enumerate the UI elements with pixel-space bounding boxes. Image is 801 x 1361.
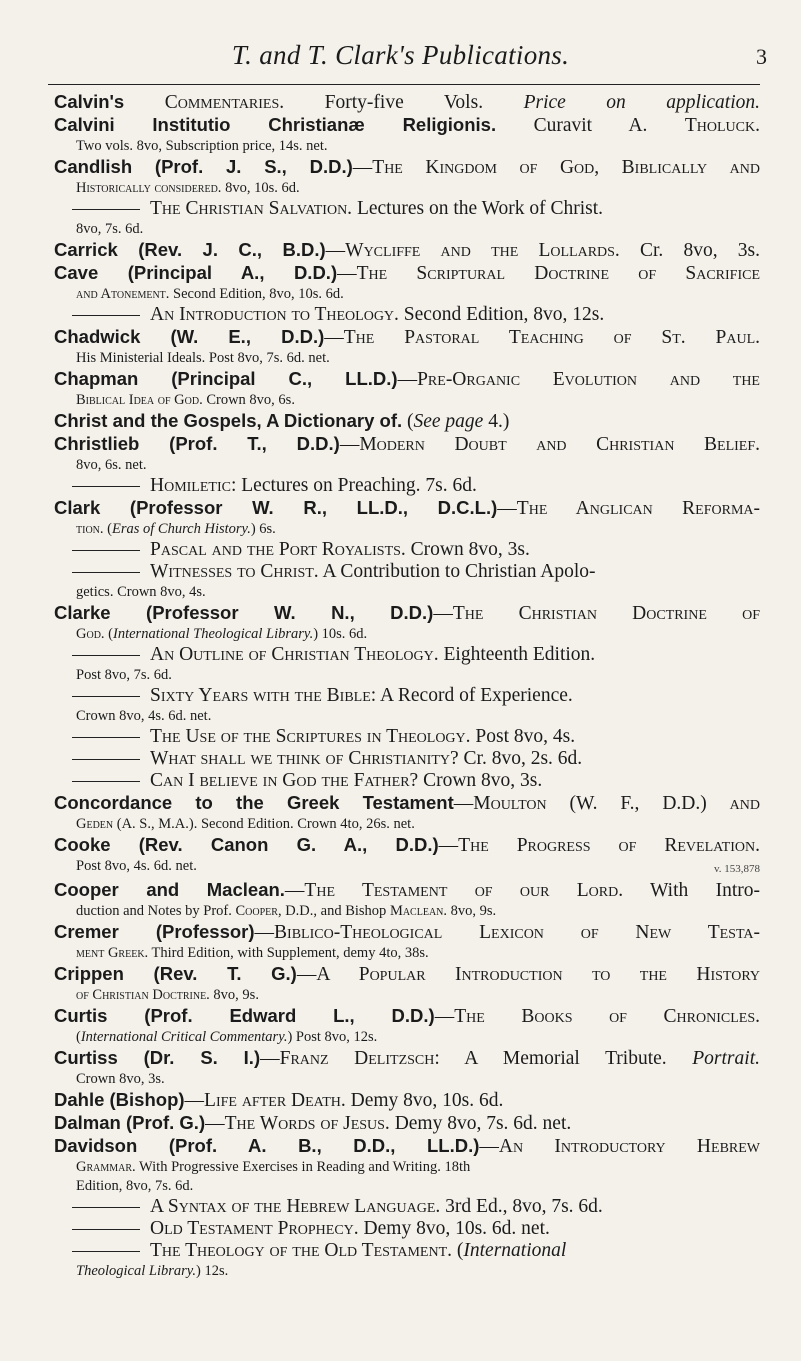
entry-clark-witnesses: Witnesses to Christ. A Contribution to Christian Apolo- getics. Crown 8vo, 4s.	[54, 561, 760, 602]
entry-curtiss: Curtiss (Dr. S. I.)—Franz Delitzsch: A Memorial Tribute. Portrait. Crown 8vo, 3s.	[54, 1047, 760, 1087]
entry-clark-pascal: Pascal and the Port Royalists. Crown 8vo, 3s.	[54, 539, 760, 561]
catalogue-entries	[54, 91, 760, 1281]
entry-clarke-use-of-scriptures: The Use of the Scriptures in Theology. Post 8vo, 4s.	[54, 726, 760, 748]
entry-candlish: Candlish (Prof. J. S., D.D.)—The Kingdom of God, Biblically and Historically considered. 8vo, 10s. 6d.	[54, 156, 760, 196]
entry-davidson: Davidson (Prof. A. B., D.D., LL.D.)—An Introductory Hebrew Grammar. With Progressive Exercises in Reading and Writing. 18th Edition, 8vo, 7s. 6d.	[54, 1135, 760, 1194]
entry-clarke-can-i-believe: Can I believe in God the Father? Crown 8vo, 3s.	[54, 770, 760, 792]
entry-clarke: Clarke (Professor W. N., D.D.)—The Christian Doctrine of God. (International Theological Library.) 10s. 6d.	[54, 602, 760, 642]
entry-davidson-syntax: A Syntax of the Hebrew Language. 3rd Ed., 8vo, 7s. 6d.	[54, 1196, 760, 1218]
ditto-dash	[72, 1251, 140, 1252]
entry-carrick: Carrick (Rev. J. C., B.D.)—Wycliffe and the Lollards. Cr. 8vo, 3s.	[54, 239, 760, 261]
entry-clark: Clark (Professor W. R., LL.D., D.C.L.)—The Anglican Reforma- tion. (Eras of Church History.) 6s.	[54, 497, 760, 537]
ditto-dash	[72, 209, 140, 210]
entry-candlish-salvation: The Christian Salvation. Lectures on the Work of Christ. 8vo, 7s. 6d.	[54, 198, 760, 239]
library-stamp: v. 153,878	[713, 863, 760, 875]
ditto-dash	[72, 655, 140, 656]
header-rule	[48, 84, 760, 85]
entry-cremer: Cremer (Professor)—Biblico-Theological Lexicon of New Testa- ment Greek. Third Edition, with Supplement, demy 4to, 38s.	[54, 921, 760, 961]
entry-cooper-maclean: Cooper and Maclean.—The Testament of our Lord. With Intro- duction and Notes by Prof. Cooper, D.D., and Bishop Maclean. 8vo, 9s.	[54, 879, 760, 919]
entry-chadwick: Chadwick (W. E., D.D.)—The Pastoral Teaching of St. Paul. His Ministerial Ideals. Post 8vo, 7s. 6d. net.	[54, 326, 760, 366]
entry-davidson-prophecy: Old Testament Prophecy. Demy 8vo, 10s. 6d. net.	[54, 1218, 760, 1240]
entry-cave-introduction: An Introduction to Theology. Second Edition, 8vo, 12s.	[54, 304, 760, 326]
entry-cave: Cave (Principal A., D.D.)—The Scriptural Doctrine of Sacrifice and Atonement. Second Edition, 8vo, 10s. 6d.	[54, 262, 760, 302]
ditto-dash	[72, 315, 140, 316]
ditto-dash	[72, 486, 140, 487]
ditto-dash	[72, 737, 140, 738]
entry-calvini-institutio: Calvini Institutio Christianæ Religionis. Curavit A. Tholuck. Two vols. 8vo, Subscription price, 14s. net.	[54, 114, 760, 154]
entry-curtis: Curtis (Prof. Edward L., D.D.)—The Books of Chronicles. (International Critical Commentary.) Post 8vo, 12s.	[54, 1005, 760, 1045]
entry-chapman: Chapman (Principal C., LL.D.)—Pre-Organic Evolution and the Biblical Idea of God. Crown 8vo, 6s.	[54, 368, 760, 408]
running-title: T. and T. Clark's Publications.	[231, 40, 570, 70]
entry-davidson-theology: The Theology of the Old Testament. (International Theological Library.) 12s.	[54, 1240, 760, 1281]
entry-cooke: Cooke (Rev. Canon G. A., D.D.)—The Progress of Revelation. Post 8vo, 4s. 6d. net. v. 153,878	[54, 834, 760, 879]
ditto-dash	[72, 1229, 140, 1230]
entry-clarke-sixty-years: Sixty Years with the Bible: A Record of Experience. Crown 8vo, 4s. 6d. net.	[54, 685, 760, 726]
ditto-dash	[72, 1207, 140, 1208]
entry-clarke-outline: An Outline of Christian Theology. Eighteenth Edition. Post 8vo, 7s. 6d.	[54, 644, 760, 685]
entry-dahle: Dahle (Bishop)—Life after Death. Demy 8vo, 10s. 6d.	[54, 1089, 504, 1111]
ditto-dash	[72, 696, 140, 697]
entry-concordance: Concordance to the Greek Testament—Moulton (W. F., D.D.) and Geden (A. S., M.A.). Second Edition. Crown 4to, 26s. net.	[54, 792, 760, 832]
ditto-dash	[72, 572, 140, 573]
ditto-dash	[72, 550, 140, 551]
ditto-dash	[72, 759, 140, 760]
ditto-dash	[72, 781, 140, 782]
entry-christ-gospels: Christ and the Gospels, A Dictionary of. (See page 4.)	[54, 410, 510, 432]
entry-crippen: Crippen (Rev. T. G.)—A Popular Introduction to the History of Christian Doctrine. 8vo, 9s.	[54, 963, 760, 1003]
entry-christlieb-homiletic: Homiletic: Lectures on Preaching. 7s. 6d.	[54, 475, 760, 497]
entry-dalman: Dalman (Prof. G.)—The Words of Jesus. Demy 8vo, 7s. 6d. net.	[54, 1112, 572, 1134]
entry-christlieb: Christlieb (Prof. T., D.D.)—Modern Doubt and Christian Belief. 8vo, 6s. net.	[54, 433, 760, 473]
entry-clarke-what-shall-we-think: What shall we think of Christianity? Cr. 8vo, 2s. 6d.	[54, 748, 760, 770]
page-number: 3	[756, 44, 767, 69]
entry-calvin-commentaries: Calvin's Commentaries. Forty-five Vols. Price on application.	[54, 91, 760, 113]
